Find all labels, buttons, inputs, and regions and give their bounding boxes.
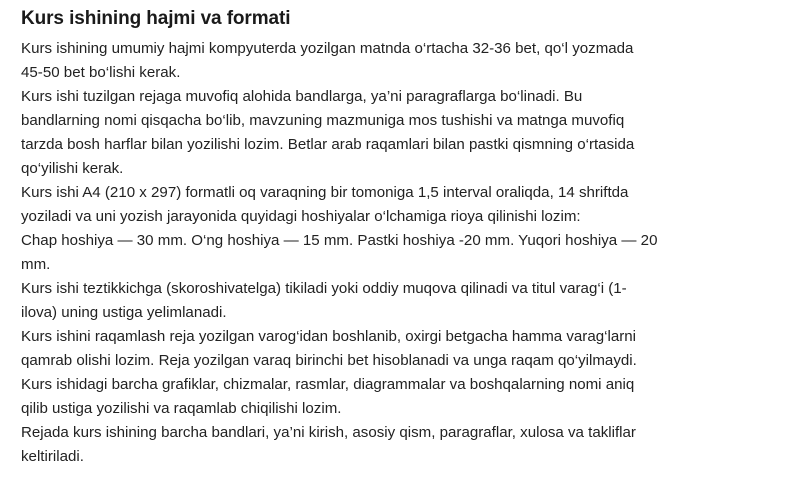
text-line: qilib ustiga yozilishi va raqamlab chiqilishi lozim. <box>21 400 342 417</box>
text-line: Kurs ishi A4 (210 x 297) formatli oq varaqning bir tomoniga 1,5 interval oraliqda, 14 shriftda <box>21 184 629 201</box>
text-line: tarzda bosh harflar bilan yozilishi lozim. Betlar arab raqamlari bilan pastki qismning o‘rtasida <box>21 136 635 153</box>
text-line: qo‘yilishi kerak. <box>21 160 124 177</box>
text-line: mm. <box>21 256 51 273</box>
text-line: ilova) uning ustiga yelimlanadi. <box>21 304 227 321</box>
text-line: Kurs ishidagi barcha grafiklar, chizmalar, rasmlar, diagrammalar va boshqalarning nomi aniq <box>21 376 635 393</box>
text-line: Chap hoshiya — 30 mm. O‘ng hoshiya — 15 mm. Pastki hoshiya -20 mm. Yuqori hoshiya — 20 <box>21 232 658 249</box>
text-line: Kurs ishi tuzilgan rejaga muvofiq alohida bandlarga, ya’ni paragraflarga bo‘linadi. Bu <box>21 88 583 105</box>
text-line: yoziladi va uni yozish jarayonida quyidagi hoshiyalar o‘lchamiga rioya qilinishi lozim: <box>21 208 581 225</box>
text-line: Kurs ishining umumiy hajmi kompyuterda yozilgan matnda o‘rtacha 32-36 bet, qo‘l yozmada <box>21 40 634 57</box>
text-line: Kurs ishini raqamlash reja yozilgan varog‘idan boshlanib, oxirgi betgacha hamma varag‘larni <box>21 328 636 345</box>
text-line: Rejada kurs ishining barcha bandlari, ya’ni kirish, asosiy qism, paragraflar, xulosa va takliflar <box>21 424 636 441</box>
article-heading: Kurs ishining hajmi va formati <box>21 8 291 29</box>
text-line: keltiriladi. <box>21 448 84 465</box>
text-line: qamrab olishi lozim. Reja yozilgan varaq birinchi bet hisoblanadi va unga raqam qo‘yilmaydi. <box>21 352 637 369</box>
article-body <box>21 37 721 469</box>
article <box>21 6 721 469</box>
text-line: Kurs ishi teztikkichga (skoroshivatelga) tikiladi yoki oddiy muqova qilinadi va titul varag‘i (1- <box>21 280 627 297</box>
text-line: 45-50 bet bo‘lishi kerak. <box>21 64 181 81</box>
text-line: bandlarning nomi qisqacha bo‘lib, mavzuning mazmuniga mos tushishi va matnga muvofiq <box>21 112 625 129</box>
